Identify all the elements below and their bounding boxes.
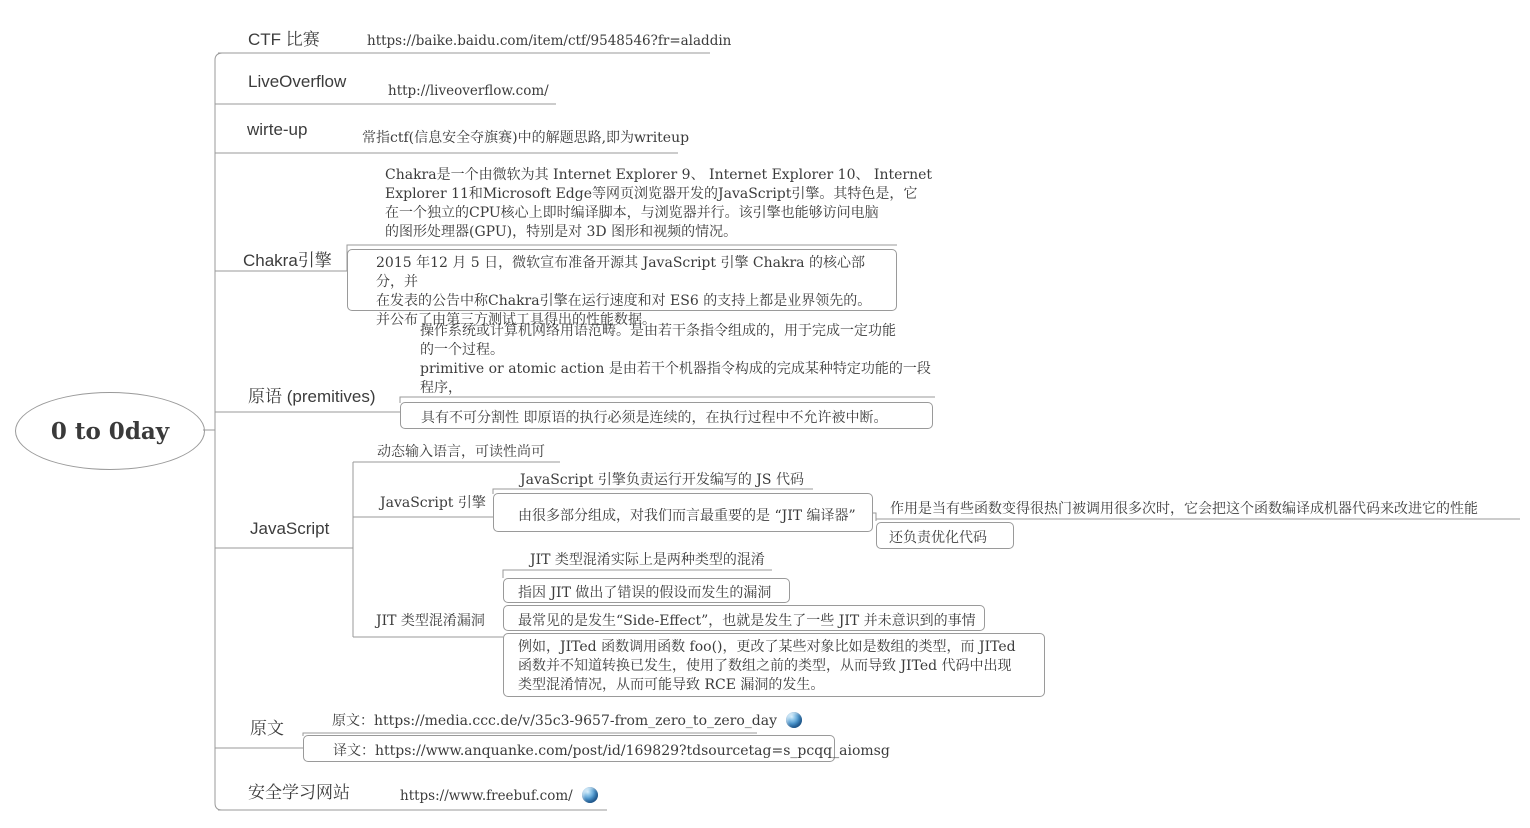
jit-confusion-child-4: 例如，JITed 函数调用函数 foo()，更改了某些对象比如是数组的类型，而 JITed 函数并不知道转换已发生，使用了数组之前的类型，从而导致 JITed 代码中出现 类型混淆情况，从而可能导致 RCE 漏洞的发生。 [518, 639, 1016, 693]
security-sites-url-node[interactable] [400, 787, 598, 804]
chakra-paragraph-2: 2015 年12 月 5 日，微软宣布准备开源其 JavaScript 引擎 Chakra 的核心部分，并 在发表的公告中称Chakra引擎在运行速度和对 ES6 的支持上都是业界领先的。 并公布了由第三方测试工具得出的性能数据。 [376, 255, 872, 328]
original-link-1-node[interactable] [332, 710, 802, 730]
jit-confusion-child-2: 指因 JIT 做出了错误的假设而发生的漏洞 [518, 585, 772, 601]
original-link-1-text: 原文：https://media.ccc.de/v/35c3-9657-from_zero_to_zero_day [332, 713, 777, 729]
js-engine-child-1[interactable]: JavaScript 引擎负责运行开发编写的 JS 代码 [520, 472, 804, 488]
primitives-paragraph-1[interactable]: 操作系统或计算机网络用语范畴。是由若干条指令组成的，用于完成一定功能 的一个过程。 primitive or atomic action 是由若干个机器指令构成的完成某种特定功能的一段 程序， [420, 323, 931, 396]
writeup-note-node[interactable]: 常指ctf(信息安全夺旗赛)中的解题思路,即为writeup [362, 130, 690, 146]
branch-label-security-sites[interactable]: 安全学习网站 [248, 783, 350, 802]
jit-confusion-child-1[interactable]: JIT 类型混淆实际上是两种类型的混淆 [530, 552, 765, 568]
primitives-paragraph-2-box[interactable] [400, 402, 933, 429]
jit-role-2-box[interactable] [876, 522, 1014, 549]
branch-label-writeup[interactable]: wirte-up [247, 120, 308, 139]
globe-icon[interactable] [582, 787, 598, 803]
js-note-node[interactable]: 动态输入语言，可读性尚可 [377, 444, 545, 460]
js-engine-label[interactable]: JavaScript 引擎 [380, 495, 486, 511]
security-sites-url-text: https://www.freebuf.com/ [400, 788, 573, 804]
chakra-paragraph-1[interactable]: Chakra是一个由微软为其 Internet Explorer 9、 Internet Explorer 10、 Internet Explorer 11和Microsoft Edge等网页浏览器开发的JavaScript引擎。其特色是，它 在一个独立的CPU核心上即时编译脚本，与浏览器并行。该引擎也能够访问电脑 的图形处理器(GPU)，特别是对 3D 图形和视频的情况。 [385, 167, 933, 240]
jit-confusion-child-3: 最常见的是发生“Side-Effect”，也就是发生了一些 JIT 并未意识到的事情 [518, 613, 976, 629]
primitives-paragraph-2: 具有不可分割性 即原语的执行必须是连续的，在执行过程中不允许被中断。 [421, 410, 888, 426]
globe-icon[interactable] [786, 712, 802, 728]
branch-label-ctf[interactable]: CTF 比赛 [248, 30, 320, 49]
original-link-2-text: 译文：https://www.anquanke.com/post/id/169829?tdsourcetag=s_pcqq_aiomsg [333, 743, 890, 759]
root-label: 0 to 0day [50, 417, 170, 445]
branch-label-primitives[interactable]: 原语 (premitives) [248, 387, 376, 406]
jit-confusion-label[interactable]: JIT 类型混淆漏洞 [376, 613, 485, 629]
liveoverflow-url-node[interactable]: http://liveoverflow.com/ [388, 83, 549, 99]
branch-label-chakra[interactable]: Chakra引擎 [243, 251, 332, 270]
branch-label-liveoverflow[interactable]: LiveOverflow [248, 72, 347, 91]
jit-role-2: 还负责优化代码 [889, 530, 987, 546]
js-engine-child-2-box[interactable] [493, 493, 873, 532]
jit-confusion-child-3-box[interactable] [503, 605, 985, 631]
jit-confusion-child-2-box[interactable] [503, 578, 790, 603]
branch-label-javascript[interactable]: JavaScript [250, 519, 330, 538]
original-link-2-box[interactable] [303, 735, 890, 762]
root-node[interactable] [15, 392, 205, 470]
jit-confusion-child-4-box[interactable] [503, 633, 1045, 697]
ctf-url-node[interactable]: https://baike.baidu.com/item/ctf/9548546?fr=aladdin [367, 33, 732, 49]
chakra-paragraph-2-box[interactable] [347, 249, 897, 328]
jit-role-1-node[interactable]: 作用是当有些函数变得很热门被调用很多次时，它会把这个函数编译成机器代码来改进它的性能 [890, 501, 1478, 517]
js-engine-child-2: 由很多部分组成，对我们而言最重要的是 “JIT 编译器” [518, 508, 856, 524]
branch-label-original[interactable]: 原文 [250, 719, 284, 738]
